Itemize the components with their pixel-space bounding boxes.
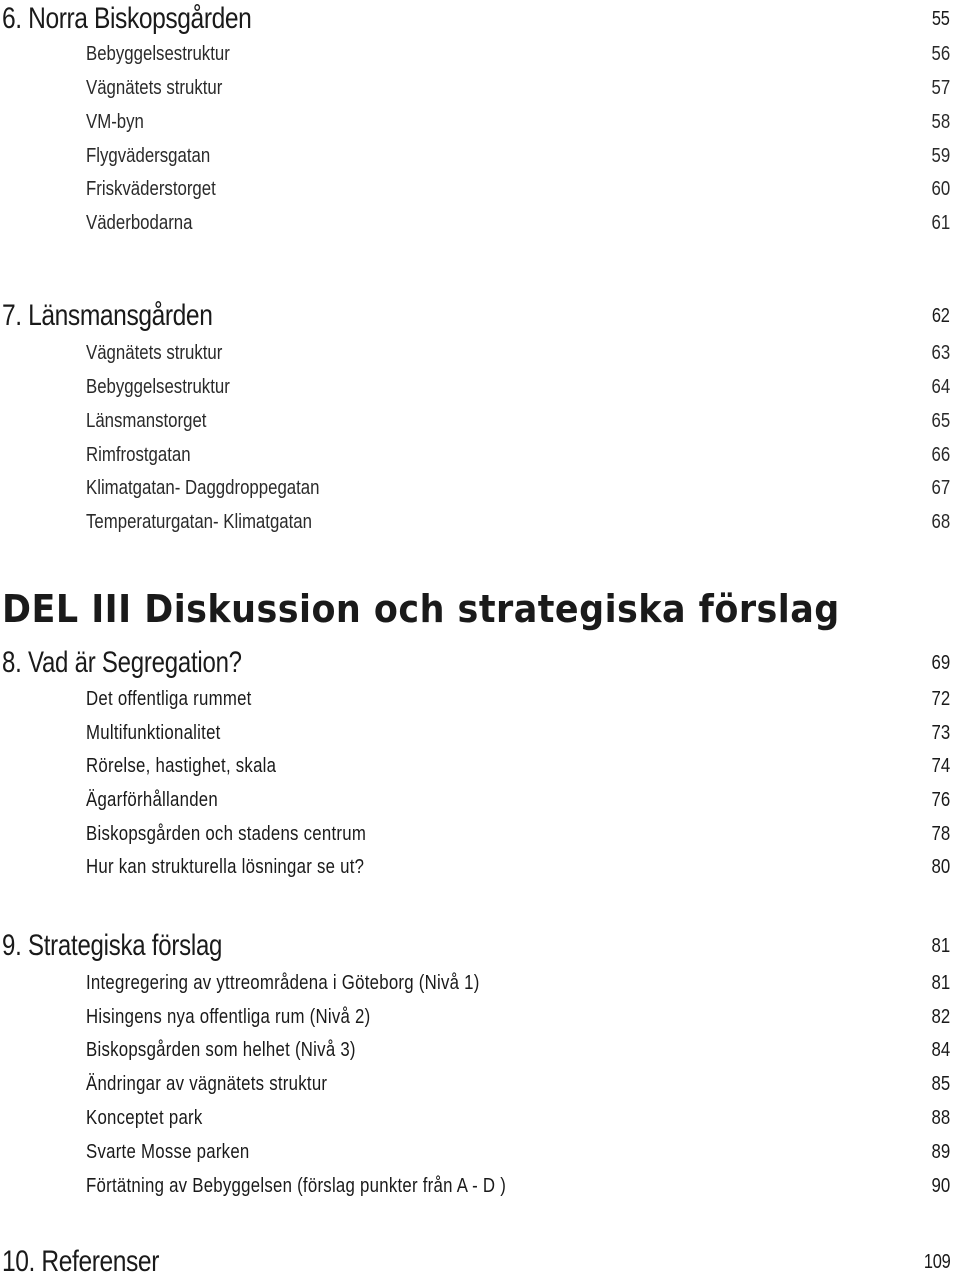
toc-item[interactable] — [0, 820, 960, 848]
toc-item-label: Länsmanstorget — [86, 409, 207, 432]
toc-item[interactable] — [0, 719, 960, 747]
page-number: 89 — [931, 1140, 950, 1163]
chapter-title: 10. Referenser — [2, 1245, 159, 1278]
page-number: 82 — [931, 1005, 950, 1028]
toc-item[interactable] — [0, 969, 960, 997]
page-number: 76 — [931, 788, 950, 811]
toc-item[interactable] — [0, 786, 960, 814]
toc-item[interactable] — [0, 339, 960, 367]
chapter-title: 6. Norra Biskopsgården — [2, 2, 252, 35]
toc-item[interactable] — [0, 441, 960, 469]
page-number: 55 — [932, 7, 950, 30]
toc-chapter-8[interactable] — [0, 646, 960, 680]
toc-item-label: Vägnätets struktur — [86, 76, 223, 99]
toc-item-label: Temperaturgatan- Klimatgatan — [86, 510, 312, 533]
toc-item[interactable] — [0, 1036, 960, 1064]
toc-item-label: Hur kan strukturella lösningar se ut? — [86, 855, 365, 878]
toc-item[interactable] — [0, 1003, 960, 1031]
toc-item-label: Integregering av yttreområdena i Göteborg (Nivå 1) — [86, 971, 480, 994]
page-number: 74 — [931, 754, 950, 777]
toc-item-label: Klimatgatan- Daggdroppegatan — [86, 476, 320, 499]
chapter-title: 7. Länsmansgården — [2, 299, 213, 332]
toc-item[interactable] — [0, 175, 960, 203]
toc-item-label: Ändringar av vägnätets struktur — [86, 1072, 328, 1095]
toc-item[interactable] — [0, 685, 960, 713]
toc-item-label: Konceptet park — [86, 1106, 203, 1129]
toc-chapter-7[interactable] — [0, 299, 960, 333]
page-number: 78 — [931, 822, 950, 845]
page-number: 80 — [931, 855, 950, 878]
page-number: 65 — [931, 409, 950, 432]
page-number: 58 — [931, 110, 950, 133]
toc-item-label: Friskväderstorget — [86, 177, 216, 200]
toc-item-label: VM-byn — [86, 110, 144, 133]
part-title: DEL III Diskussion och strategiska förslag — [2, 587, 840, 631]
toc-item[interactable] — [0, 407, 960, 435]
toc-item-label: Multifunktionalitet — [86, 721, 221, 744]
page-number: 81 — [931, 971, 950, 994]
page-number: 88 — [931, 1106, 950, 1129]
toc-item[interactable] — [0, 474, 960, 502]
toc-item[interactable] — [0, 1104, 960, 1132]
toc-item-label: Hisingens nya offentliga rum (Nivå 2) — [86, 1005, 371, 1028]
toc-item[interactable] — [0, 74, 960, 102]
page-number: 85 — [931, 1072, 950, 1095]
chapter-title: 9. Strategiska förslag — [2, 929, 223, 962]
page-number: 81 — [931, 934, 950, 957]
toc-item-label: Förtätning av Bebyggelsen (förslag punkter från A - D ) — [86, 1174, 507, 1197]
page-number: 109 — [923, 1250, 950, 1273]
part-heading — [0, 586, 960, 632]
toc-item-label: Svarte Mosse parken — [86, 1140, 250, 1163]
toc-item[interactable] — [0, 1070, 960, 1098]
toc-item[interactable] — [0, 752, 960, 780]
page-number: 63 — [931, 341, 950, 364]
page-number: 67 — [931, 476, 950, 499]
page-number: 73 — [931, 721, 950, 744]
toc-item[interactable] — [0, 1138, 960, 1166]
toc-item[interactable] — [0, 40, 960, 68]
toc-chapter-9[interactable] — [0, 929, 960, 963]
page-number: 64 — [931, 375, 950, 398]
toc-item-label: Bebyggelsestruktur — [86, 42, 230, 65]
toc-item-label: Rimfrostgatan — [86, 443, 191, 466]
toc-chapter-10[interactable] — [0, 1245, 960, 1279]
toc-item-label: Biskopsgården och stadens centrum — [86, 822, 367, 845]
toc-item[interactable] — [0, 853, 960, 881]
page-number: 72 — [931, 687, 950, 710]
toc-item-label: Bebyggelsestruktur — [86, 375, 230, 398]
page-number: 60 — [931, 177, 950, 200]
toc-item-label: Väderbodarna — [86, 211, 193, 234]
toc-item-label: Biskopsgården som helhet (Nivå 3) — [86, 1038, 356, 1061]
page-number: 66 — [931, 443, 950, 466]
page-number: 57 — [931, 76, 950, 99]
toc-item[interactable] — [0, 142, 960, 170]
page-number: 59 — [931, 144, 950, 167]
toc-item[interactable] — [0, 373, 960, 401]
page-number: 90 — [931, 1174, 950, 1197]
toc-item[interactable] — [0, 1172, 960, 1200]
toc-chapter-6[interactable] — [0, 2, 960, 36]
page-number: 68 — [931, 510, 950, 533]
page-number: 61 — [931, 211, 950, 234]
toc-item[interactable] — [0, 508, 960, 536]
page-number: 62 — [932, 304, 950, 327]
toc-item-label: Ägarförhållanden — [86, 788, 218, 811]
page-number: 56 — [931, 42, 950, 65]
toc-item-label: Rörelse, hastighet, skala — [86, 754, 277, 777]
toc-item-label: Flygvädersgatan — [86, 144, 211, 167]
page-number: 69 — [931, 651, 950, 674]
toc-item-label: Det offentliga rummet — [86, 687, 252, 710]
toc-item[interactable] — [0, 209, 960, 237]
chapter-title: 8. Vad är Segregation? — [2, 646, 242, 679]
toc-item[interactable] — [0, 108, 960, 136]
toc-item-label: Vägnätets struktur — [86, 341, 223, 364]
page-number: 84 — [931, 1038, 950, 1061]
